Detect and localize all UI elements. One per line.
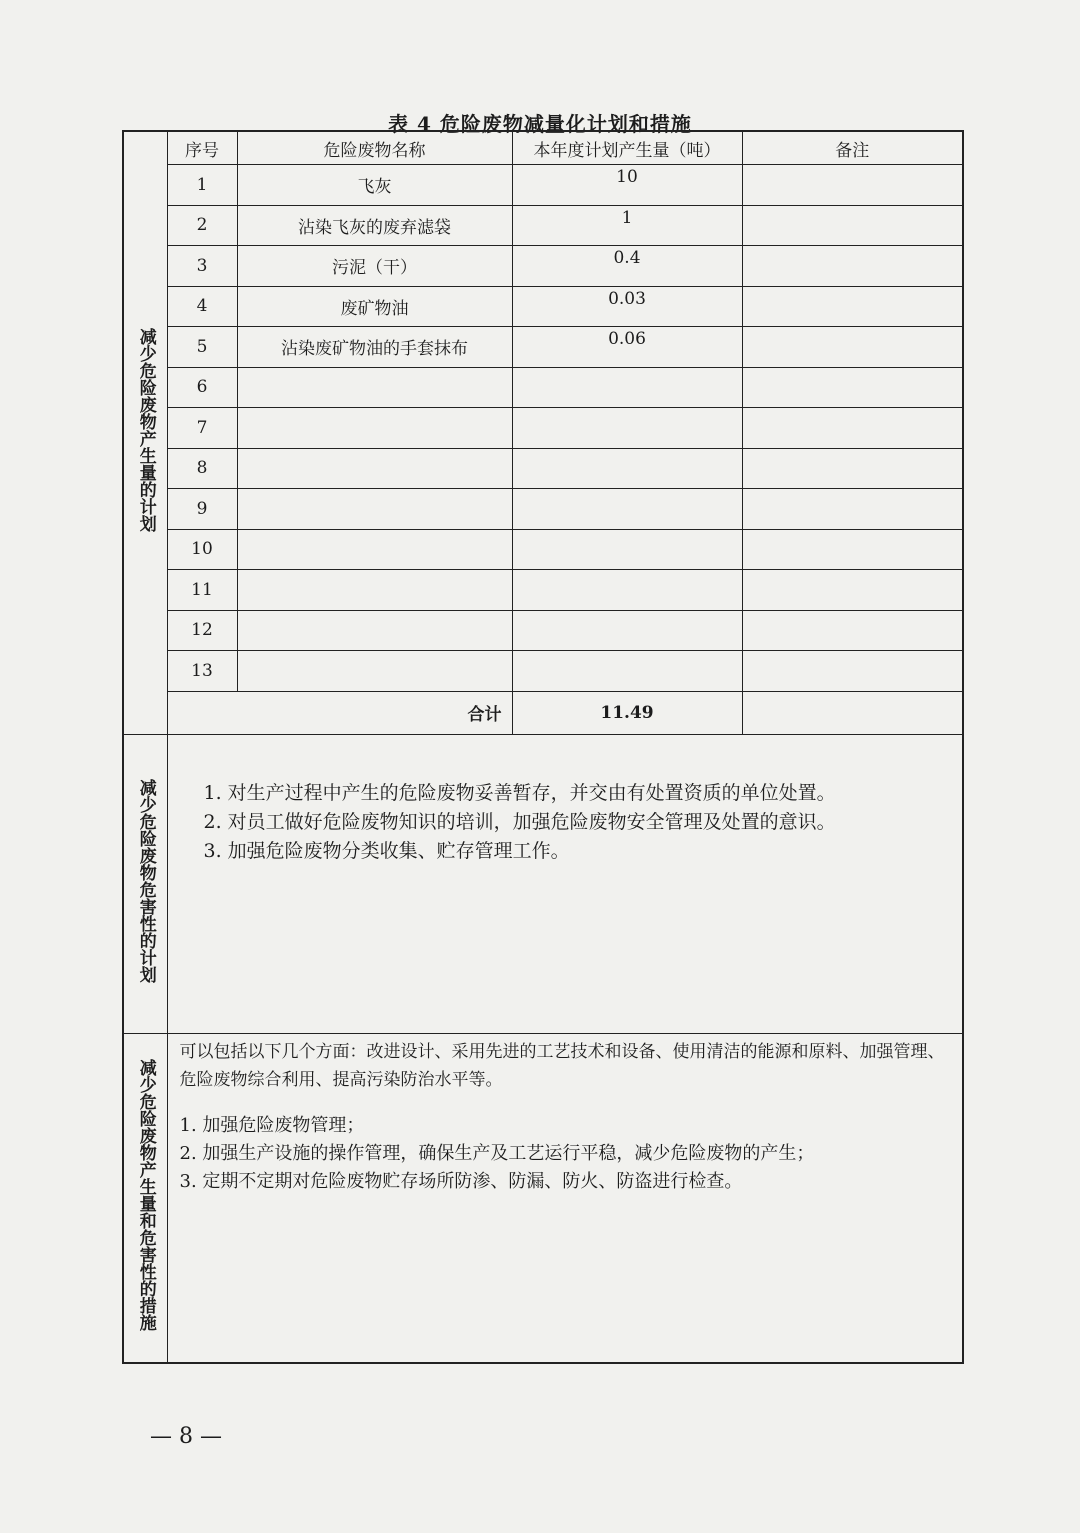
row-number: 11 bbox=[167, 570, 237, 611]
table-row bbox=[123, 570, 963, 611]
col-header-no: 序号 bbox=[167, 131, 237, 165]
table-row bbox=[123, 651, 963, 692]
list-item: 3. 定期不定期对危险废物贮存场所防渗、防漏、防火、防盗进行检查。 bbox=[179, 1170, 743, 1192]
section3-intro: 可以包括以下几个方面：改进设计、采用先进的工艺技术和设备、使用清洁的能源和原料、加强管理、危险废物综合利用、提高污染防治水平等。 bbox=[179, 1041, 945, 1090]
remark bbox=[742, 529, 963, 570]
planned-amount bbox=[512, 367, 742, 408]
remark bbox=[742, 165, 963, 206]
list-item: 2. 加强生产设施的操作管理，确保生产及工艺运行平稳，减少危险废物的产生； bbox=[179, 1142, 815, 1164]
row-number: 8 bbox=[167, 448, 237, 489]
table-row bbox=[123, 205, 963, 246]
waste-name bbox=[237, 408, 512, 449]
table-row bbox=[123, 367, 963, 408]
planned-amount bbox=[512, 651, 742, 692]
list-item: 1. 加强危险废物管理； bbox=[179, 1114, 365, 1136]
table-row bbox=[123, 165, 963, 206]
planned-amount: 0.03 bbox=[512, 286, 742, 327]
section2-label: 减少危险废物危害性的计划 bbox=[123, 734, 167, 1033]
waste-name bbox=[237, 529, 512, 570]
table-row bbox=[123, 610, 963, 651]
planned-amount: 0.06 bbox=[512, 327, 742, 368]
list-item: 2. 对员工做好危险废物知识的培训，加强危险废物安全管理及处置的意识。 bbox=[203, 810, 836, 833]
row-number: 13 bbox=[167, 651, 237, 692]
remark bbox=[742, 610, 963, 651]
section3-row bbox=[123, 1033, 963, 1363]
remark bbox=[742, 408, 963, 449]
planned-amount bbox=[512, 570, 742, 611]
remark bbox=[742, 246, 963, 287]
remark bbox=[742, 286, 963, 327]
section3-label: 减少危险废物产生量和危害性的措施 bbox=[123, 1033, 167, 1363]
row-number: 12 bbox=[167, 610, 237, 651]
section3-content bbox=[167, 1033, 963, 1363]
planned-amount bbox=[512, 448, 742, 489]
section2-content bbox=[167, 734, 963, 1033]
remark bbox=[742, 651, 963, 692]
col-header-name: 危险废物名称 bbox=[237, 131, 512, 165]
row-number: 10 bbox=[167, 529, 237, 570]
list-item: 1. 对生产过程中产生的危险废物妥善暂存，并交由有处置资质的单位处置。 bbox=[203, 781, 836, 804]
waste-name: 沾染飞灰的废弃滤袋 bbox=[237, 205, 512, 246]
remark bbox=[742, 367, 963, 408]
row-number: 2 bbox=[167, 205, 237, 246]
table-row bbox=[123, 448, 963, 489]
waste-reduction-table bbox=[122, 130, 964, 1364]
planned-amount: 1 bbox=[512, 205, 742, 246]
col-header-amount: 本年度计划产生量（吨） bbox=[512, 131, 742, 165]
table-row bbox=[123, 489, 963, 530]
total-note bbox=[742, 691, 963, 734]
page-number: — 8 — bbox=[150, 1424, 222, 1449]
table-row bbox=[123, 327, 963, 368]
list-item: 3. 加强危险废物分类收集、贮存管理工作。 bbox=[203, 839, 570, 862]
table-title: 表 4 危险废物减量化计划和措施 bbox=[388, 112, 692, 136]
waste-name bbox=[237, 570, 512, 611]
row-number: 7 bbox=[167, 408, 237, 449]
waste-name bbox=[237, 367, 512, 408]
remark bbox=[742, 205, 963, 246]
row-number: 4 bbox=[167, 286, 237, 327]
total-value: 11.49 bbox=[512, 691, 742, 734]
row-number: 5 bbox=[167, 327, 237, 368]
row-number: 9 bbox=[167, 489, 237, 530]
waste-name: 飞灰 bbox=[237, 165, 512, 206]
remark bbox=[742, 570, 963, 611]
waste-name bbox=[237, 610, 512, 651]
planned-amount: 0.4 bbox=[512, 246, 742, 287]
col-header-note: 备注 bbox=[742, 131, 963, 165]
table-row bbox=[123, 529, 963, 570]
table-row bbox=[123, 246, 963, 287]
waste-name bbox=[237, 489, 512, 530]
section2-row bbox=[123, 734, 963, 1033]
waste-name bbox=[237, 448, 512, 489]
table-row bbox=[123, 286, 963, 327]
planned-amount bbox=[512, 610, 742, 651]
row-number: 3 bbox=[167, 246, 237, 287]
section1-label: 减少危险废物产生量的计划 bbox=[123, 131, 167, 734]
waste-name: 废矿物油 bbox=[237, 286, 512, 327]
planned-amount bbox=[512, 408, 742, 449]
row-number: 1 bbox=[167, 165, 237, 206]
planned-amount bbox=[512, 489, 742, 530]
waste-name bbox=[237, 651, 512, 692]
remark bbox=[742, 448, 963, 489]
remark bbox=[742, 327, 963, 368]
total-row bbox=[123, 691, 963, 734]
row-number: 6 bbox=[167, 367, 237, 408]
waste-name: 沾染废矿物油的手套抹布 bbox=[237, 327, 512, 368]
planned-amount: 10 bbox=[512, 165, 742, 206]
waste-name: 污泥（干） bbox=[237, 246, 512, 287]
total-label: 合计 bbox=[167, 691, 512, 734]
remark bbox=[742, 489, 963, 530]
table-row bbox=[123, 408, 963, 449]
planned-amount bbox=[512, 529, 742, 570]
